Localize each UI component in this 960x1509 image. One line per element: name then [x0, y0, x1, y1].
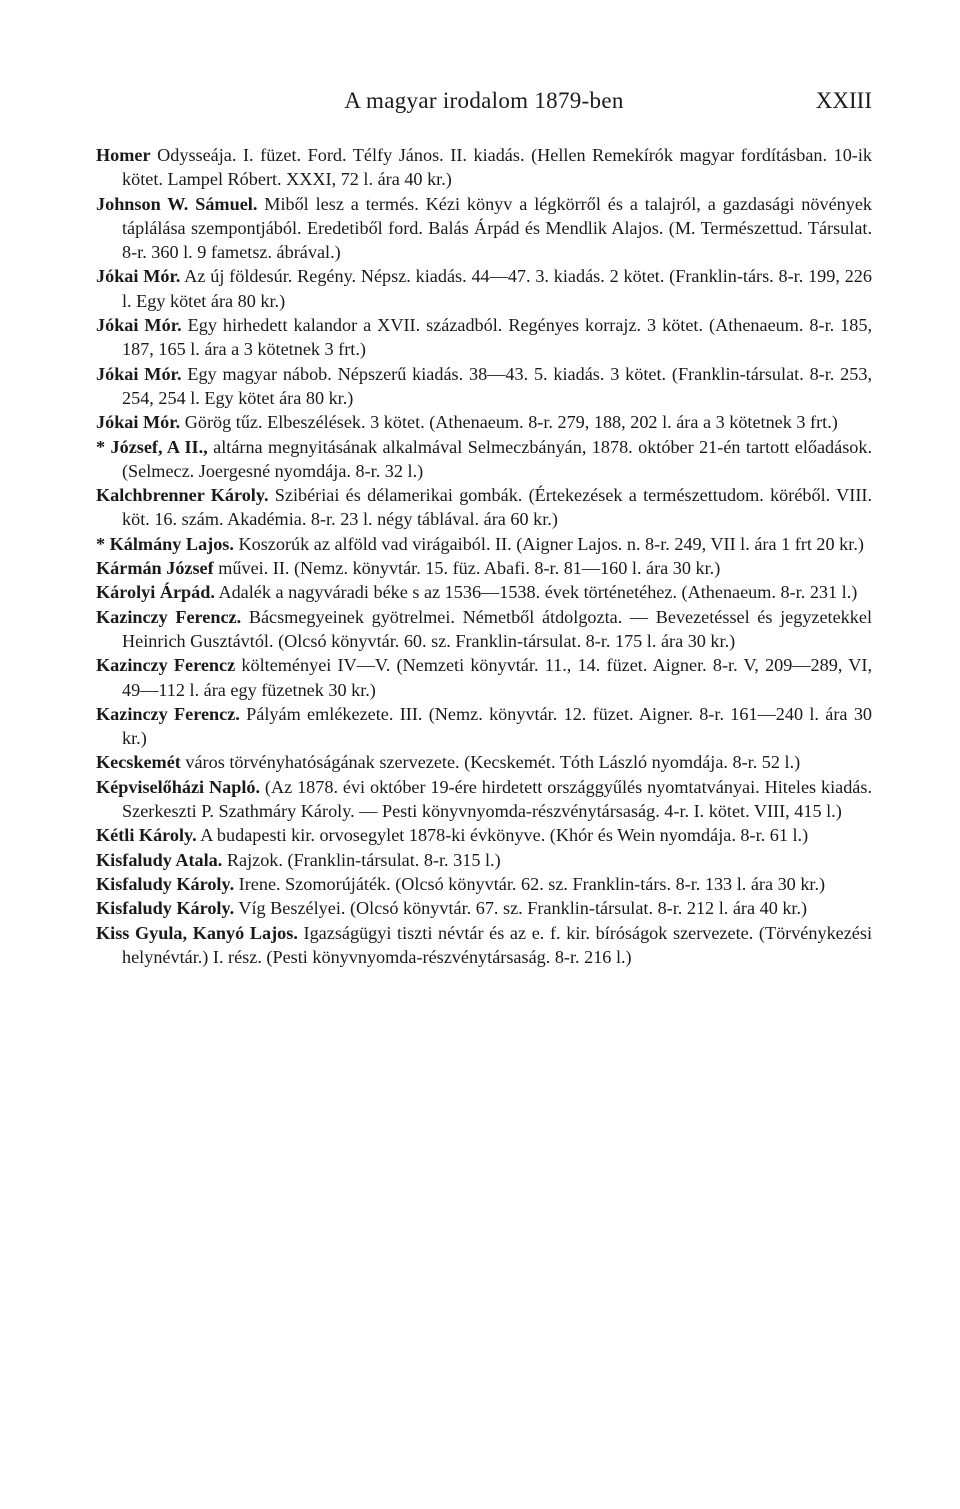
bibliography-entry	[96, 896, 872, 920]
bibliography-entry	[96, 264, 872, 313]
entry-text: művei. II. (Nemz. könyvtár. 15. füz. Abafi. 8-r. 81—160 l. ára 30 kr.)	[213, 558, 721, 579]
entry-author: Jókai Mór.	[96, 412, 181, 433]
entry-text: Irene. Szomorújáték. (Olcsó könyvtár. 62. sz. Franklin-társ. 8-r. 133 l. ára 30 kr.)	[234, 873, 826, 894]
bibliography-entry	[96, 483, 872, 532]
entry-author: Kálmány Lajos.	[109, 533, 234, 554]
running-title: A magyar irodalom 1879-ben	[344, 88, 624, 113]
entry-author: Kazinczy Ferencz	[96, 655, 236, 676]
entry-author: Jókai Mór.	[96, 266, 181, 287]
entry-text: Miből lesz a termés. Kézi könyv a légkörről és a talajról, a gazdasági növények táplálása szempontjából. Eredetiből ford. Balás Árpád és Mendlik Alajos. (M. Természettud. Társulat. 8-r. 360 l. 9 fametsz. ábrával.)	[122, 193, 872, 263]
entry-text: költeményei IV—V. (Nemzeti könyvtár. 11., 14. füzet. Aigner. 8-r. V, 209—289, VI, 49—112 l. ára egy füzetnek 30 kr.)	[122, 655, 872, 700]
bibliography-entry	[96, 823, 872, 847]
bibliography-entry	[96, 410, 872, 434]
entry-author: Homer	[96, 145, 151, 165]
entry-text: Görög tűz. Elbeszélések. 3 kötet. (Athenaeum. 8-r. 279, 188, 202 l. ára a 3 kötetnek 3 frt.)	[180, 412, 838, 433]
bibliography-list	[96, 143, 872, 969]
entry-author: Johnson W. Sámuel.	[96, 193, 258, 214]
new-edition-marker: *	[96, 436, 106, 457]
entry-author: Jókai Mór.	[96, 315, 182, 336]
entry-text: Az új földesúr. Regény. Népsz. kiadás. 44—47. 3. kiadás. 2 kötet. (Franklin-társ. 8-r. 199, 226 l. Egy kötet ára 80 kr.)	[122, 266, 872, 311]
entry-author: Kisfaludy Károly.	[96, 898, 235, 919]
entry-text: Egy hirhedett kalandor a XVII. századból. Regényes korrajz. 3 kötet. (Athenaeum. 8-r. 185, 187, 165 l. ára a 3 kötetnek 3 frt.)	[122, 315, 872, 360]
entry-text: város törvényhatóságának szervezete. (Kecskemét. Tóth László nyomdája. 8-r. 52 l.)	[180, 752, 801, 773]
entry-author: Kalchbrenner Károly.	[96, 485, 269, 506]
entry-text: (Az 1878. évi október 19-ére hirdetett országgyűlés nyomtatványai. Hiteles kiadás. Szerkeszti P. Szathmáry Károly. — Pesti könyvnyomda-részvénytársaság. 4-r. I. kötet. VIII, 415 l.)	[122, 776, 873, 822]
entry-text: A budapesti kir. orvosegylet 1878-ki évkönyve. (Khór és Wein nyomdája. 8-r. 61 l.)	[196, 825, 809, 846]
bibliography-entry	[96, 872, 872, 896]
page-header	[96, 88, 872, 118]
bibliography-entry	[96, 435, 872, 484]
entry-author: Kiss Gyula, Kanyó Lajos.	[96, 922, 298, 943]
entry-author: József, A II.,	[110, 436, 208, 457]
entry-text: Odysseája. I. füzet. Ford. Télfy János. II. kiadás. (Hellen Remekírók magyar fordításban. 10-ik kötet. Lampel Róbert. XXXI, 72 l. ára 40 kr.)	[122, 145, 872, 190]
new-edition-marker: *	[96, 533, 106, 554]
entry-text: Pályám emlékezete. III. (Nemz. könyvtár. 12. füzet. Aigner. 8-r. 161—240 l. ára 30 kr.)	[122, 703, 873, 749]
bibliography-entry	[96, 580, 872, 604]
bibliography-entry	[96, 702, 872, 751]
entry-author: Kazinczy Ferencz.	[96, 606, 242, 627]
bibliography-entry	[96, 653, 872, 702]
entry-text: altárna megnyitásának alkalmával Selmeczbányán, 1878. október 21-én tartott előadások. (Selmecz. Joergesné nyomdája. 8-r. 32 l.)	[122, 436, 873, 481]
entry-text: Igazságügyi tiszti névtár és az e. f. kir. bíróságok szervezete. (Törvénykezési helynévtár.) I. rész. (Pesti könyvnyomda-részvénytársaság. 8-r. 216 l.)	[122, 922, 873, 967]
entry-author: Kármán József	[96, 558, 214, 579]
bibliography-entry	[96, 556, 872, 580]
bibliography-entry	[96, 192, 872, 265]
entry-text: Egy magyar nábob. Népszerű kiadás. 38—43. 5. kiadás. 3 kötet. (Franklin-társulat. 8-r. 253, 254, 254 l. Egy kötet ára 80 kr.)	[122, 363, 872, 408]
page-number: XXIII	[815, 88, 872, 113]
entry-author: Kisfaludy Károly.	[96, 873, 235, 894]
entry-author: Kecskemét	[96, 752, 181, 773]
entry-text: Rajzok. (Franklin-társulat. 8-r. 315 l.)	[222, 849, 501, 870]
bibliography-entry	[96, 750, 872, 774]
bibliography-entry	[96, 921, 872, 970]
entry-author: Kétli Károly.	[96, 825, 197, 846]
entry-author: Kisfaludy Atala.	[96, 849, 223, 870]
bibliography-entry	[96, 848, 872, 872]
bibliography-entry	[96, 362, 872, 411]
entry-author: Károlyi Árpád.	[96, 582, 215, 603]
entry-text: Bácsmegyeinek gyötrelmei. Németből átdolgozta. — Bevezetéssel és jegyzetekkel Heinrich Gusztávtól. (Olcsó könyvtár. 60. sz. Franklin-társulat. 8-r. 175 l. ára 30 kr.)	[122, 606, 872, 651]
entry-author: Jókai Mór.	[96, 363, 182, 384]
entry-text: Adalék a nagyváradi béke s az 1536—1538. évek történetéhez. (Athenaeum. 8-r. 231 l.)	[214, 582, 858, 603]
entry-text: Szibériai és délamerikai gombák. (Értekezések a természettudom. köréből. VIII. köt. 16. szám. Akadémia. 8-r. 23 l. négy táblával. ára 60 kr.)	[122, 485, 872, 530]
entry-author: Képviselőházi Napló.	[96, 776, 261, 797]
bibliography-entry	[96, 775, 872, 824]
bibliography-entry	[96, 605, 872, 654]
entry-author: Kazinczy Ferencz.	[96, 703, 240, 724]
bibliography-entry	[96, 143, 872, 192]
entry-text: Koszorúk az alföld vad virágaiból. II. (Aigner Lajos. n. 8-r. 249, VII l. ára 1 frt 20 kr.)	[233, 533, 864, 554]
entry-text: Víg Beszélyei. (Olcsó könyvtár. 67. sz. Franklin-társulat. 8-r. 212 l. ára 40 kr.)	[234, 898, 808, 919]
bibliography-entry	[96, 532, 872, 556]
bibliography-entry	[96, 313, 872, 362]
